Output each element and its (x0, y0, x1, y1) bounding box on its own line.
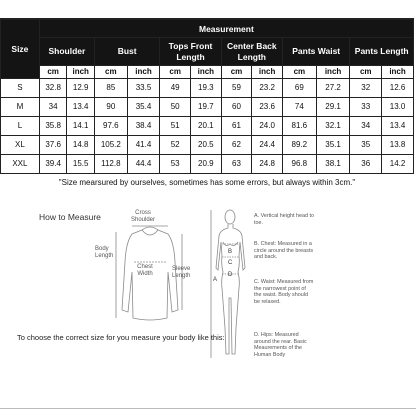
table-cell: 35.1 (316, 136, 350, 155)
table-cell: 27.2 (316, 79, 350, 98)
size-row-l (1, 117, 414, 136)
letter-b: B (228, 249, 233, 255)
table-cell: 61 (221, 117, 252, 136)
measurement-header-row (1, 20, 414, 38)
unit-row (1, 66, 414, 79)
table-cell: 13.4 (67, 98, 95, 117)
unit-cell: cm (350, 66, 382, 79)
table-cell: 33.5 (127, 79, 160, 98)
table-cell: 63 (221, 155, 252, 174)
unit-cell: inch (252, 66, 283, 79)
column-header-row (1, 38, 414, 66)
table-cell: 96.8 (282, 155, 316, 174)
unit-cell: cm (221, 66, 252, 79)
table-cell: 50 (160, 98, 191, 117)
size-label: XL (1, 136, 40, 155)
unit-cell: cm (94, 66, 127, 79)
size-row-m (1, 98, 414, 117)
unit-cell: inch (67, 66, 95, 79)
size-label: M (1, 98, 40, 117)
table-cell: 32 (350, 79, 382, 98)
table-cell: 12.9 (67, 79, 95, 98)
table-cell: 20.5 (191, 136, 222, 155)
col-pants-waist: Pants Waist (282, 38, 349, 66)
table-cell: 69 (282, 79, 316, 98)
size-rows (1, 79, 414, 174)
table-cell: 33 (350, 98, 382, 117)
table-cell: 53 (160, 155, 191, 174)
letter-d: D (228, 272, 233, 278)
table-cell: 85 (94, 79, 127, 98)
table-cell: 81.6 (282, 117, 316, 136)
size-label: L (1, 117, 40, 136)
unit-cell: cm (282, 66, 316, 79)
table-cell: 74 (282, 98, 316, 117)
table-cell: 59 (221, 79, 252, 98)
table-cell: 60 (221, 98, 252, 117)
size-row-xxl (1, 155, 414, 174)
table-cell: 36 (350, 155, 382, 174)
size-row-xl (1, 136, 414, 155)
table-cell: 34 (39, 98, 67, 117)
annotation-a: A. Vertical height head to toe. (254, 213, 314, 226)
unit-cell: inch (191, 66, 222, 79)
letter-c: C (228, 260, 233, 266)
table-cell: 24.0 (252, 117, 283, 136)
garment-neckline (142, 230, 158, 235)
table-cell: 14.8 (67, 136, 95, 155)
table-cell: 13.4 (382, 117, 414, 136)
table-cell: 29.1 (316, 98, 350, 117)
table-cell: 35.4 (127, 98, 160, 117)
table-cell: 38.1 (316, 155, 350, 174)
table-cell: 12.6 (382, 79, 414, 98)
table-cell: 35 (350, 136, 382, 155)
table-cell: 24.8 (252, 155, 283, 174)
how-to-measure-title: How to Measure (39, 212, 101, 222)
table-cell: 105.2 (94, 136, 127, 155)
figure-head (225, 210, 235, 224)
table-cell: 51 (160, 117, 191, 136)
col-pants-length: Pants Length (350, 38, 414, 66)
table-cell: 39.4 (39, 155, 67, 174)
table-cell: 15.5 (67, 155, 95, 174)
col-bust: Bust (94, 38, 159, 66)
table-cell: 41.4 (127, 136, 160, 155)
size-label: XXL (1, 155, 40, 174)
table-cell: 97.6 (94, 117, 127, 136)
col-center-back-length: Center Back Length (221, 38, 282, 66)
table-cell: 89.2 (282, 136, 316, 155)
annotation-b: B. Chest: Measured in a circle around the breasts and back. (254, 241, 314, 261)
annotation-d: D. Hips: Measured around the rear. Basic Meaurements of the Human Body (254, 332, 307, 358)
chest-width-label: Chest Width (137, 264, 153, 277)
table-cell: 90 (94, 98, 127, 117)
table-cell: 13.8 (382, 136, 414, 155)
table-cell: 35.8 (39, 117, 67, 136)
measurement-note: "Size mearsured by ourselves, sometimes has some errors, but always within 3cm." (58, 178, 356, 187)
body-length-label: Body Length (95, 246, 114, 259)
table-cell: 14.1 (67, 117, 95, 136)
bottom-rule (0, 408, 416, 409)
sleeve-length-label: Sleeve Length (172, 266, 191, 279)
size-label: S (1, 79, 40, 98)
table-cell: 13.0 (382, 98, 414, 117)
table-cell: 34 (350, 117, 382, 136)
unit-cell: inch (316, 66, 350, 79)
table-cell: 44.4 (127, 155, 160, 174)
unit-cell: inch (382, 66, 414, 79)
table-cell: 19.3 (191, 79, 222, 98)
table-cell: 20.1 (191, 117, 222, 136)
table-cell: 32.1 (316, 117, 350, 136)
table-cell: 32.8 (39, 79, 67, 98)
size-row-s (1, 79, 414, 98)
table-cell: 24.4 (252, 136, 283, 155)
table-cell: 112.8 (94, 155, 127, 174)
table-cell: 19.7 (191, 98, 222, 117)
table-cell: 23.6 (252, 98, 283, 117)
table-cell: 37.6 (39, 136, 67, 155)
unit-cell: inch (127, 66, 160, 79)
table-cell: 20.9 (191, 155, 222, 174)
col-tops-front-length: Tops Front Length (160, 38, 221, 66)
table-cell: 23.2 (252, 79, 283, 98)
unit-cell: cm (39, 66, 67, 79)
table-cell: 38.4 (127, 117, 160, 136)
table-cell: 52 (160, 136, 191, 155)
table-cell: 14.2 (382, 155, 414, 174)
size-header: Size (1, 20, 40, 79)
measurement-header: Measurement (39, 20, 413, 38)
table-cell: 49 (160, 79, 191, 98)
unit-cell: cm (160, 66, 191, 79)
col-shoulder: Shoulder (39, 38, 94, 66)
choose-size-text: To choose the correct size for you measure your body like this: (17, 333, 225, 342)
table-cell: 62 (221, 136, 252, 155)
annotation-c: C. Waist: Measured from the narrowest point of the waist. Body should be relaxed. (254, 279, 314, 305)
cross-shoulder-label: Cross Shoulder (130, 210, 156, 223)
size-table (0, 19, 414, 174)
letter-a: A (213, 277, 218, 283)
